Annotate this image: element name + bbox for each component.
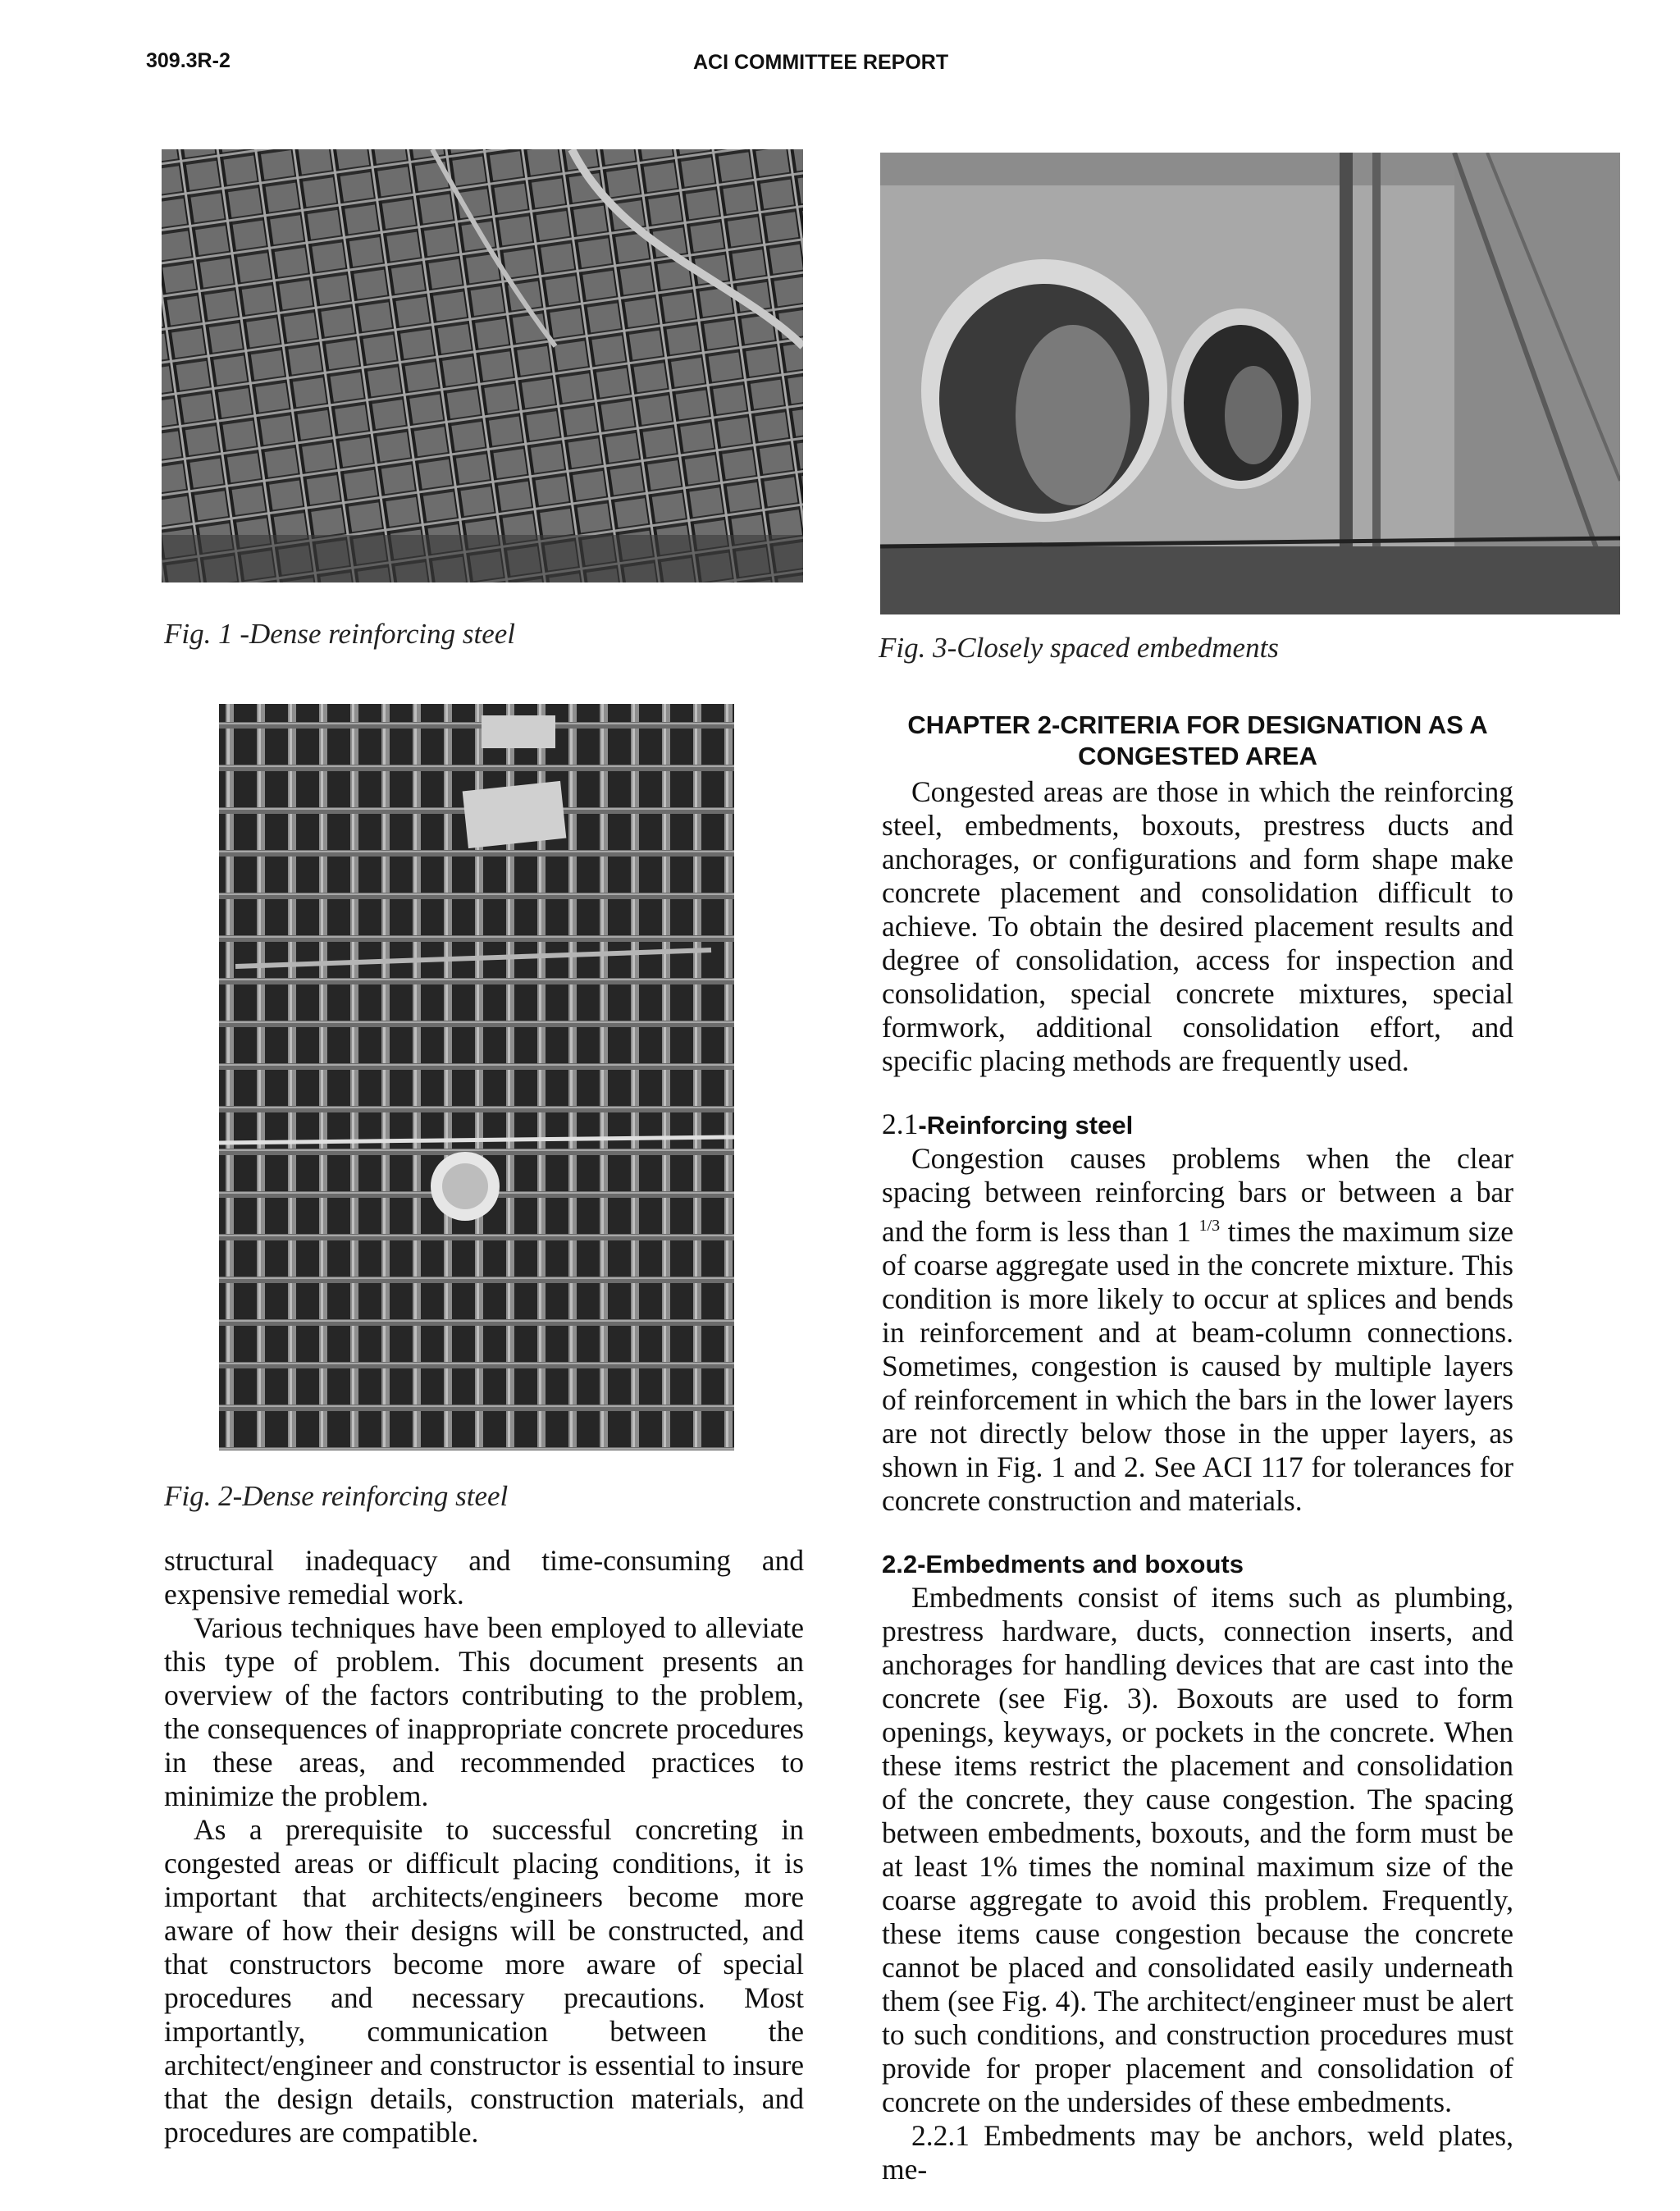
left-paragraph-2: Various techniques have been employed to alleviate this type of problem. This document presents an overview of the factors contributing to the problem, the consequences of inappropriate concrete procedures in these areas, and recommended practices to minimize the problem. [164, 1611, 804, 1812]
section-2-2-heading: 2.2-Embedments and boxouts [882, 1549, 1244, 1578]
right-column [882, 775, 1513, 2186]
section-2-1-fraction: 1/3 [1198, 1217, 1221, 1235]
section-2-1-title: -Reinforcing steel [918, 1111, 1134, 1140]
figure-3-photo [880, 153, 1620, 614]
section-2-1-text-a: Congestion causes problems when the clear spacing between reinforcing bars or between a bar and the form is less than 1 [882, 1142, 1513, 1248]
section-2-1-heading [882, 1108, 1513, 1142]
figure-1-caption: Fig. 1 -Dense reinforcing steel [164, 618, 515, 650]
rebar-mesh-photo-icon [162, 149, 803, 582]
section-2-1-number: 2.1 [882, 1108, 919, 1140]
left-column [164, 1544, 804, 2149]
section-2-1-text-b: times the maximum size of coarse aggregate used in the concrete mixture. This condition is more likely to occur at splices and bends in reinforcement and at beam-column connections. Sometimes, congestion is caused by multiple layers of reinforcement in which the bars in the lower layers are not directly below those in the upper layers, as shown in Fig. 1 and 2. See ACI 117 for tolerances for concrete construction and materials. [882, 1214, 1514, 1517]
running-title: ACI COMMITTEE REPORT [693, 51, 949, 74]
rebar-grid-photo-icon [219, 704, 734, 1450]
chapter-2-title: CHAPTER 2-CRITERIA FOR DESIGNATION AS A CONGESTED AREA [907, 710, 1488, 770]
figure-3-caption: Fig. 3-Closely spaced embedments [879, 632, 1279, 664]
figure-2-caption: Fig. 2-Dense reinforcing steel [164, 1480, 509, 1512]
wall-openings-photo-icon [880, 153, 1620, 614]
figure-1-photo [162, 149, 803, 582]
page-number: 309.3R-2 [146, 49, 231, 72]
figure-2-photo [219, 704, 734, 1450]
left-paragraph-3: As a prerequisite to successful concreting in congested areas or difficult placing conditions, it is important that architects/engineers become more aware of how their designs will be constructed, and that constructors become more aware of special procedures and necessary precautions. Most importantly, communication between the architect/engineer and constructor is essential to insure that the design details, construction materials, and procedures are compatible. [164, 1813, 804, 2149]
chapter-2-intro: Congested areas are those in which the reinforcing steel, embedments, boxouts, prestress ducts and anchorages, or configurations and form shape make concrete placement and consolidation difficult to achieve. To obtain the desired placement results and degree of consolidation, access for inspection and consolidation, special concrete mixtures, special formwork, additional consolidation effort, and specific placing methods are frequently used. [882, 775, 1513, 1077]
section-2-1-body [882, 1142, 1513, 1518]
section-2-2-body: Embedments consist of items such as plumbing, prestress hardware, ducts, connection inserts, and anchorages for handling devices that are cast into the concrete (see Fig. 3). Boxouts are used to form openings, keyways, or pockets in the concrete. When these items restrict the placement and consolidation of the concrete, they cause congestion. The spacing between embedments, boxouts, and the form must be at least 1% times the nominal maximum size of the coarse aggregate to avoid this problem. Frequently, these items cause congestion because the concrete cannot be placed and consolidated easily underneath them (see Fig. 4). The architect/engineer must be alert to such conditions, and construction procedures must provide for proper placement and consolidation of concrete on the undersides of these embedments. [882, 1580, 1513, 2118]
section-2-2-1-body: 2.2.1 Embedments may be anchors, weld plates, me- [882, 2118, 1513, 2186]
left-paragraph-1: structural inadequacy and time-consuming and expensive remedial work. [164, 1544, 804, 1610]
